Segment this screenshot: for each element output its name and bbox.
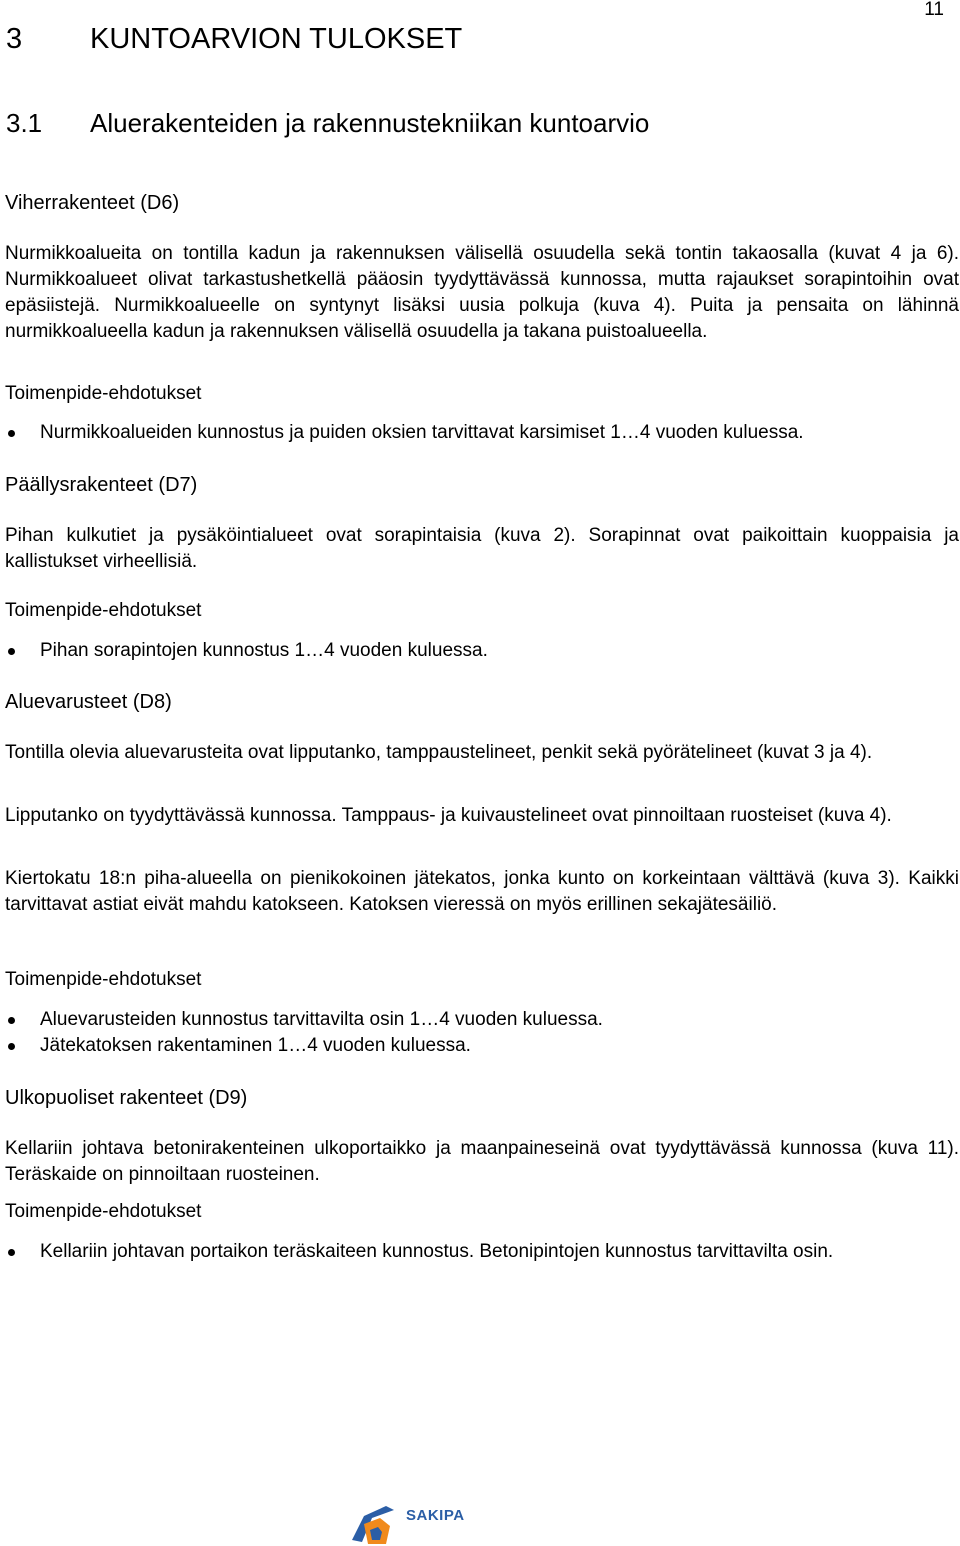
d8-action-text: Aluevarusteiden kunnostus tarvittavilta osin 1…4 vuoden kuluessa. xyxy=(40,1009,603,1030)
d9-paragraph: Kellariin johtava betonirakenteinen ulkoportaikko ja maanpaineseinä ovat tyydyttävässä kunnossa (kuva 11). Teräskaide on pinnoiltaan ruosteinen. xyxy=(5,1138,959,1185)
d8-action-text: Jätekatoksen rakentaminen 1…4 vuoden kuluessa. xyxy=(40,1035,471,1056)
d6-action-text: Nurmikkoalueiden kunnostus ja puiden oksien tarvittavat karsimiset 1…4 vuoden kuluessa. xyxy=(40,422,804,443)
bullet-icon xyxy=(8,1017,15,1024)
sakipa-logo-text: SAKIPA xyxy=(406,1507,465,1524)
chapter-title: KUNTOARVION TULOKSET xyxy=(90,23,463,55)
chapter-heading xyxy=(6,22,462,56)
d6-actions-title: Toimenpide-ehdotukset xyxy=(5,383,202,404)
section-heading xyxy=(6,107,649,139)
section-title: Aluerakenteiden ja rakennustekniikan kuntoarvio xyxy=(90,108,650,138)
d6-title: Viherrakenteet (D6) xyxy=(5,192,180,214)
d8-paragraph-2: Lipputanko on tyydyttävässä kunnossa. Tamppaus- ja kuivaustelineet ovat pinnoiltaan ruosteiset (kuva 4). xyxy=(5,805,892,826)
d7-action-text: Pihan sorapintojen kunnostus 1…4 vuoden kuluessa. xyxy=(40,640,488,661)
d8-actions-title: Toimenpide-ehdotukset xyxy=(5,969,202,990)
list-item xyxy=(0,420,958,446)
bullet-icon xyxy=(8,1249,15,1256)
d9-actions-list xyxy=(0,1239,958,1265)
d6-paragraph: Nurmikkoalueita on tontilla kadun ja rakennuksen välisellä osuudella sekä tontin takaosalla (kuvat 4 ja 6). Nurmikkoalueet olivat tarkastushetkellä pääosin tyydyttävässä kunnossa, mutta rajaukset sorapintoihin ovat epäsiistejä. Nurmikkoalueelle on syntynyt lisäksi uusia polkuja (kuva 4). Puita ja pensaita on lähinnä nurmikkoalueella kadun ja rakennuksen välisellä osuudella ja takana puistoalueella. xyxy=(5,243,959,342)
d8-actions-list xyxy=(0,1007,958,1059)
d8-paragraph-1: Tontilla olevia aluevarusteita ovat lipputanko, tamppaustelineet, penkit sekä pyörätelineet (kuvat 3 ja 4). xyxy=(5,742,873,763)
bullet-icon xyxy=(8,648,15,655)
chapter-number: 3 xyxy=(6,23,23,55)
d7-paragraph: Pihan kulkutiet ja pysäköintialueet ovat sorapintaisia (kuva 2). Sorapinnat ovat paikoittain kuoppaisia ja kallistukset virheellisiä. xyxy=(5,525,959,572)
d7-actions-list xyxy=(0,638,958,664)
d9-action-text: Kellariin johtavan portaikon teräskaiteen kunnostus. Betonipintojen kunnostus tarvittavilta osin. xyxy=(40,1241,834,1262)
d8-title: Aluevarusteet (D8) xyxy=(5,691,172,713)
list-item xyxy=(0,1007,958,1033)
bullet-icon xyxy=(8,1043,15,1050)
d9-actions-title: Toimenpide-ehdotukset xyxy=(5,1201,202,1222)
bullet-icon xyxy=(8,430,15,437)
d7-title: Päällysrakenteet (D7) xyxy=(5,474,198,496)
list-item xyxy=(0,638,958,664)
d7-actions-title: Toimenpide-ehdotukset xyxy=(5,600,202,621)
list-item xyxy=(0,1239,958,1265)
page-number: 11 xyxy=(924,0,944,20)
d8-paragraph-3: Kiertokatu 18:n piha-alueella on pienikokoinen jätekatos, jonka kunto on korkeintaan välttävä (kuva 3). Kaikki tarvittavat astiat eivät mahdu katokseen. Katoksen vieressä on myös erillinen sekajätesäiliö. xyxy=(5,868,959,915)
list-item xyxy=(0,1033,958,1059)
section-number: 3.1 xyxy=(6,108,43,138)
d9-title: Ulkopuoliset rakenteet (D9) xyxy=(5,1087,248,1109)
d6-actions-list xyxy=(0,420,958,446)
